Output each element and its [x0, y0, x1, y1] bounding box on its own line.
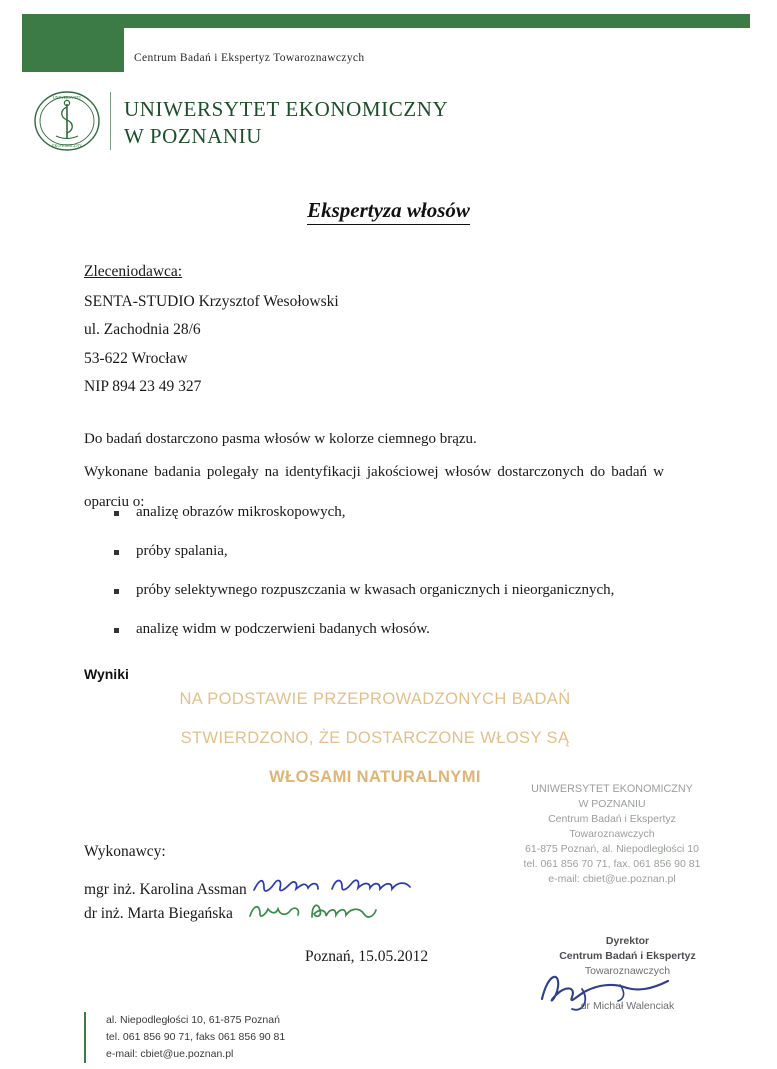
- document-title: [0, 198, 777, 223]
- footer-email: e-mail: cbiet@ue.poznan.pl: [106, 1048, 234, 1060]
- stamp-line-2: W POZNANIU: [578, 798, 646, 811]
- method-list: [108, 505, 668, 661]
- institution-stamp: [497, 782, 727, 887]
- university-crest-icon: [32, 90, 102, 152]
- body-paragraph-1: Do badań dostarczono pasma włosów w kolorze ciemnego brązu.: [84, 431, 477, 447]
- header-band: [22, 14, 750, 72]
- results-label: Wyniki: [84, 666, 129, 682]
- director-unit-line1: Centrum Badań i Ekspertyz: [559, 949, 696, 962]
- university-name-line2: W POZNANIU: [124, 123, 263, 148]
- stamp-line-4: Towaroznawczych: [569, 828, 655, 841]
- list-item: analizę obrazów mikroskopowych,: [108, 505, 668, 520]
- list-item: próby selektywnego rozpuszczania w kwasach organicznych i nieorganicznych,: [108, 583, 668, 598]
- stamp-line-5: 61-875 Poznań, al. Niepodległości 10: [525, 843, 699, 856]
- client-street: ul. Zachodnia 28/6: [84, 321, 201, 339]
- header-department-caption: Centrum Badań i Ekspertyz Towaroznawczych: [134, 52, 365, 64]
- logo-divider: [110, 92, 111, 150]
- stamp-line-6: tel. 061 856 70 71, fax. 061 856 90 81: [523, 857, 701, 870]
- footer-address: al. Niepodległości 10, 61-875 Poznań: [106, 1014, 280, 1026]
- list-item: analizę widm w podczerwieni badanych włosów.: [108, 622, 668, 637]
- results-statement: [140, 680, 610, 796]
- director-unit-line2: Towaroznawczych: [584, 964, 671, 977]
- stamp-line-7: e-mail: cbiet@ue.poznan.pl: [548, 872, 676, 885]
- marta-bieganska-signature: [246, 898, 396, 924]
- place-and-date: Poznań, 15.05.2012: [305, 948, 429, 965]
- karolina-assman-signature: [250, 872, 440, 898]
- footer-contact: [84, 1012, 285, 1063]
- performers-label: Wykonawcy:: [84, 843, 166, 860]
- stamp-line-3: Centrum Badań i Ekspertyz: [548, 813, 676, 826]
- results-line-2: STWIERDZONO, ŻE DOSTARCZONE WŁOSY SĄ: [180, 728, 570, 747]
- results-line-3: WŁOSAMI NATURALNYMI: [269, 767, 481, 786]
- university-name: [124, 96, 448, 150]
- results-line-1: NA PODSTAWIE PRZEPROWADZONYCH BADAŃ: [179, 690, 571, 708]
- client-tax-id: NIP 894 23 49 327: [84, 377, 202, 395]
- svg-text:UNIWERSYTET: UNIWERSYTET: [52, 95, 82, 100]
- document-title-text: Ekspertyza włosów: [307, 198, 470, 225]
- client-city: 53-622 Wrocław: [84, 349, 188, 367]
- university-name-line1: UNIWERSYTET EKONOMICZNY: [124, 97, 449, 121]
- director-role: Dyrektor: [605, 935, 650, 947]
- client-label: Zleceniodawca:: [84, 263, 183, 280]
- body-paragraph-2: Wykonane badania polegały na identyfikacji jakościowej włosów dostarczonych do badań w oparciu o:: [84, 464, 664, 510]
- svg-text:EKONOMICZNY: EKONOMICZNY: [52, 143, 82, 148]
- header-green-bar: [22, 14, 750, 28]
- stamp-line-1: UNIWERSYTET EKONOMICZNY: [531, 783, 693, 795]
- director-name: dr Michał Walenciak: [580, 1000, 675, 1012]
- performer-1: mgr inż. Karolina Assman: [84, 881, 247, 898]
- performer-2: dr inż. Marta Biegańska: [84, 904, 233, 922]
- client-name: SENTA-STUDIO Krzysztof Wesołowski: [84, 293, 339, 311]
- list-item: próby spalania,: [108, 544, 668, 559]
- performers-list: [84, 878, 247, 925]
- client-block: [84, 258, 339, 401]
- footer-phone: tel. 061 856 90 71, faks 061 856 90 81: [106, 1031, 286, 1043]
- header-green-block: [22, 14, 124, 72]
